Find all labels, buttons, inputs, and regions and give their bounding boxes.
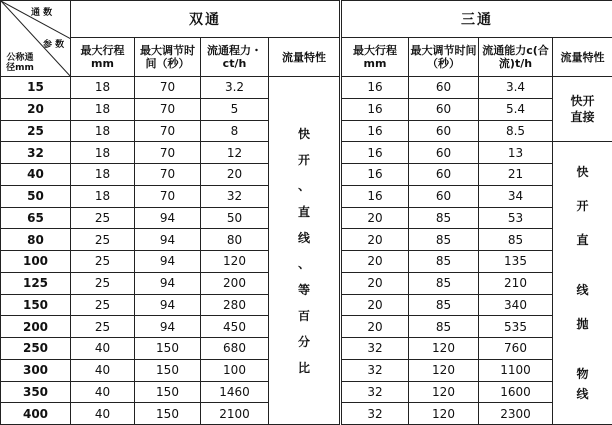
three-way-max-adjust-time-cell: 85 [409, 316, 479, 338]
two-way-flow-capacity-cell: 20 [201, 164, 269, 186]
two-way-max-adjust-time-cell: 94 [135, 272, 201, 294]
two-way-flow-capacity-cell: 680 [201, 338, 269, 360]
three-way-small-characteristic-cell [553, 77, 612, 142]
three-way-flow-capacity-cell: 53 [479, 207, 553, 229]
two-way-max-adjust-time-cell: 70 [135, 142, 201, 164]
two-way-max-adjust-time-cell: 150 [135, 403, 201, 425]
two-way-max-stroke-cell: 25 [71, 251, 135, 273]
nominal-diameter-cell: 400 [1, 403, 71, 425]
three-way-max-adjust-time-cell: 60 [409, 98, 479, 120]
three-way-max-stroke-cell: 32 [341, 359, 409, 381]
two-way-max-adjust-time-cell: 150 [135, 359, 201, 381]
three-way-max-stroke-header: 最大行程mm [341, 38, 409, 77]
nominal-diameter-cell: 125 [1, 272, 71, 294]
characteristic-text: 直接 [553, 109, 612, 125]
three-way-max-adjust-time-cell: 60 [409, 77, 479, 99]
nominal-diameter-cell: 300 [1, 359, 71, 381]
three-way-flow-capacity-cell: 34 [479, 185, 553, 207]
characteristic-text: 线 [553, 384, 612, 404]
three-way-flow-capacity-cell: 21 [479, 164, 553, 186]
characteristic-text: 直 [269, 199, 339, 225]
three-way-flow-capacity-cell: 760 [479, 338, 553, 360]
three-way-max-adjust-time-cell: 60 [409, 164, 479, 186]
corner-mid-label: 参 数 [43, 37, 64, 50]
two-way-max-stroke-cell: 25 [71, 294, 135, 316]
two-way-max-adjust-time-cell: 94 [135, 207, 201, 229]
corner-top-label: 通 数 [31, 5, 52, 18]
nominal-diameter-cell: 250 [1, 338, 71, 360]
characteristic-text: 物 [553, 364, 612, 384]
three-way-max-stroke-cell: 20 [341, 316, 409, 338]
two-way-max-stroke-cell: 18 [71, 185, 135, 207]
two-way-max-adjust-time-cell: 70 [135, 185, 201, 207]
two-way-flow-characteristic-header: 流量特性 [269, 38, 341, 77]
nominal-diameter-cell: 65 [1, 207, 71, 229]
nominal-diameter-cell: 20 [1, 98, 71, 120]
two-way-max-stroke-cell: 18 [71, 98, 135, 120]
two-way-flow-capacity-cell: 200 [201, 272, 269, 294]
two-way-flow-capacity-cell: 50 [201, 207, 269, 229]
three-way-max-stroke-cell: 20 [341, 251, 409, 273]
nominal-diameter-cell: 80 [1, 229, 71, 251]
two-way-max-stroke-cell: 40 [71, 359, 135, 381]
column-header-row [1, 38, 612, 77]
two-way-flow-capacity-cell: 120 [201, 251, 269, 273]
three-way-max-adjust-time-cell: 60 [409, 142, 479, 164]
two-way-max-adjust-time-cell: 70 [135, 98, 201, 120]
three-way-max-stroke-cell: 32 [341, 381, 409, 403]
two-way-flow-capacity-cell: 8 [201, 120, 269, 142]
two-way-max-stroke-header: 最大行程mm [71, 38, 135, 77]
two-way-max-adjust-time-cell: 70 [135, 77, 201, 99]
two-way-max-stroke-cell: 25 [71, 272, 135, 294]
two-way-max-stroke-cell: 25 [71, 207, 135, 229]
characteristic-text: 百 [269, 303, 339, 329]
characteristic-text: 抛 [553, 314, 612, 334]
three-way-max-stroke-cell: 16 [341, 142, 409, 164]
two-way-flow-capacity-cell: 2100 [201, 403, 269, 425]
two-way-max-stroke-cell: 18 [71, 77, 135, 99]
two-way-max-stroke-cell: 18 [71, 164, 135, 186]
nominal-diameter-cell: 350 [1, 381, 71, 403]
two-way-max-stroke-cell: 25 [71, 316, 135, 338]
two-way-flow-capacity-cell: 280 [201, 294, 269, 316]
nominal-diameter-cell: 200 [1, 316, 71, 338]
characteristic-text: 开 [553, 196, 612, 216]
three-way-flow-capacity-cell: 135 [479, 251, 553, 273]
three-way-max-stroke-cell: 16 [341, 164, 409, 186]
three-way-flow-capacity-cell: 8.5 [479, 120, 553, 142]
corner-bottom-label: 公称通径mm [3, 53, 37, 73]
three-way-flow-capacity-cell: 535 [479, 316, 553, 338]
three-way-flow-capacity-cell: 1100 [479, 359, 553, 381]
three-way-max-adjust-time-cell: 85 [409, 294, 479, 316]
two-way-max-adjust-time-cell: 150 [135, 381, 201, 403]
nominal-diameter-cell: 25 [1, 120, 71, 142]
three-way-flow-capacity-cell: 85 [479, 229, 553, 251]
two-way-flow-capacity-cell: 1460 [201, 381, 269, 403]
three-way-flow-capacity-cell: 340 [479, 294, 553, 316]
characteristic-text: 线 [553, 280, 612, 300]
three-way-max-stroke-cell: 32 [341, 403, 409, 425]
table-body [1, 77, 612, 425]
three-way-max-adjust-time-cell: 120 [409, 338, 479, 360]
three-way-flow-characteristic-header: 流量特性 [553, 38, 612, 77]
characteristic-text: 比 [269, 355, 339, 381]
two-way-max-adjust-time-cell: 150 [135, 338, 201, 360]
two-way-max-stroke-cell: 40 [71, 381, 135, 403]
two-way-max-stroke-cell: 18 [71, 120, 135, 142]
three-way-max-stroke-cell: 20 [341, 229, 409, 251]
three-way-max-adjust-time-cell: 60 [409, 120, 479, 142]
group-header-row [1, 1, 612, 38]
three-way-max-stroke-cell: 20 [341, 272, 409, 294]
three-way-max-stroke-cell: 20 [341, 294, 409, 316]
three-way-flow-capacity-header: 流通能力c(合流)t/h [479, 38, 553, 77]
three-way-flow-capacity-cell: 2300 [479, 403, 553, 425]
two-way-max-adjust-time-cell: 94 [135, 316, 201, 338]
characteristic-text: 、 [269, 173, 339, 199]
characteristic-text: 快 [269, 121, 339, 147]
three-way-max-stroke-cell: 16 [341, 120, 409, 142]
two-way-group-header: 双通 [71, 1, 341, 38]
three-way-max-adjust-time-cell: 85 [409, 251, 479, 273]
three-way-max-stroke-cell: 16 [341, 185, 409, 207]
three-way-group-header: 三通 [341, 1, 612, 38]
characteristic-text: 快开 [553, 93, 612, 109]
nominal-diameter-cell: 40 [1, 164, 71, 186]
nominal-diameter-cell: 50 [1, 185, 71, 207]
two-way-max-adjust-time-cell: 94 [135, 229, 201, 251]
three-way-max-adjust-time-cell: 120 [409, 359, 479, 381]
two-way-flow-capacity-cell: 100 [201, 359, 269, 381]
two-way-max-adjust-time-cell: 94 [135, 251, 201, 273]
characteristic-text: 直 [553, 230, 612, 250]
three-way-max-adjust-time-cell: 60 [409, 185, 479, 207]
three-way-max-adjust-time-cell: 85 [409, 272, 479, 294]
table-row [1, 77, 612, 99]
two-way-max-stroke-cell: 40 [71, 338, 135, 360]
two-way-max-stroke-cell: 18 [71, 142, 135, 164]
three-way-max-adjust-time-cell: 85 [409, 229, 479, 251]
three-way-max-adjust-time-header: 最大调节时间（秒） [409, 38, 479, 77]
characteristic-text: 分 [269, 329, 339, 355]
two-way-max-adjust-time-header: 最大调节时间（秒） [135, 38, 201, 77]
two-way-flow-characteristic-cell [269, 77, 341, 425]
three-way-max-adjust-time-cell: 120 [409, 381, 479, 403]
two-way-flow-capacity-cell: 5 [201, 98, 269, 120]
three-way-max-stroke-cell: 16 [341, 77, 409, 99]
two-way-max-stroke-cell: 25 [71, 229, 135, 251]
three-way-flow-capacity-cell: 5.4 [479, 98, 553, 120]
two-way-max-adjust-time-cell: 70 [135, 164, 201, 186]
three-way-max-stroke-cell: 32 [341, 338, 409, 360]
two-way-max-stroke-cell: 40 [71, 403, 135, 425]
two-way-max-adjust-time-cell: 94 [135, 294, 201, 316]
three-way-flow-capacity-cell: 210 [479, 272, 553, 294]
three-way-flow-capacity-cell: 13 [479, 142, 553, 164]
corner-header-cell [1, 1, 71, 77]
three-way-max-adjust-time-cell: 120 [409, 403, 479, 425]
characteristic-text: 线 [269, 225, 339, 251]
two-way-max-adjust-time-cell: 70 [135, 120, 201, 142]
three-way-max-stroke-cell: 20 [341, 207, 409, 229]
characteristic-text: 快 [553, 162, 612, 182]
two-way-flow-capacity-cell: 32 [201, 185, 269, 207]
three-way-max-adjust-time-cell: 85 [409, 207, 479, 229]
characteristic-text: 开 [269, 147, 339, 173]
nominal-diameter-cell: 15 [1, 77, 71, 99]
two-way-flow-capacity-cell: 12 [201, 142, 269, 164]
characteristic-text: 等 [269, 277, 339, 303]
nominal-diameter-cell: 100 [1, 251, 71, 273]
nominal-diameter-cell: 150 [1, 294, 71, 316]
three-way-large-characteristic-cell [553, 142, 612, 425]
two-way-flow-capacity-cell: 450 [201, 316, 269, 338]
three-way-flow-capacity-cell: 3.4 [479, 77, 553, 99]
three-way-flow-capacity-cell: 1600 [479, 381, 553, 403]
characteristic-text: 、 [269, 251, 339, 277]
nominal-diameter-cell: 32 [1, 142, 71, 164]
two-way-flow-capacity-cell: 80 [201, 229, 269, 251]
two-way-flow-capacity-cell: 3.2 [201, 77, 269, 99]
three-way-max-stroke-cell: 16 [341, 98, 409, 120]
two-way-flow-capacity-header: 流通程力・ct/h [201, 38, 269, 77]
